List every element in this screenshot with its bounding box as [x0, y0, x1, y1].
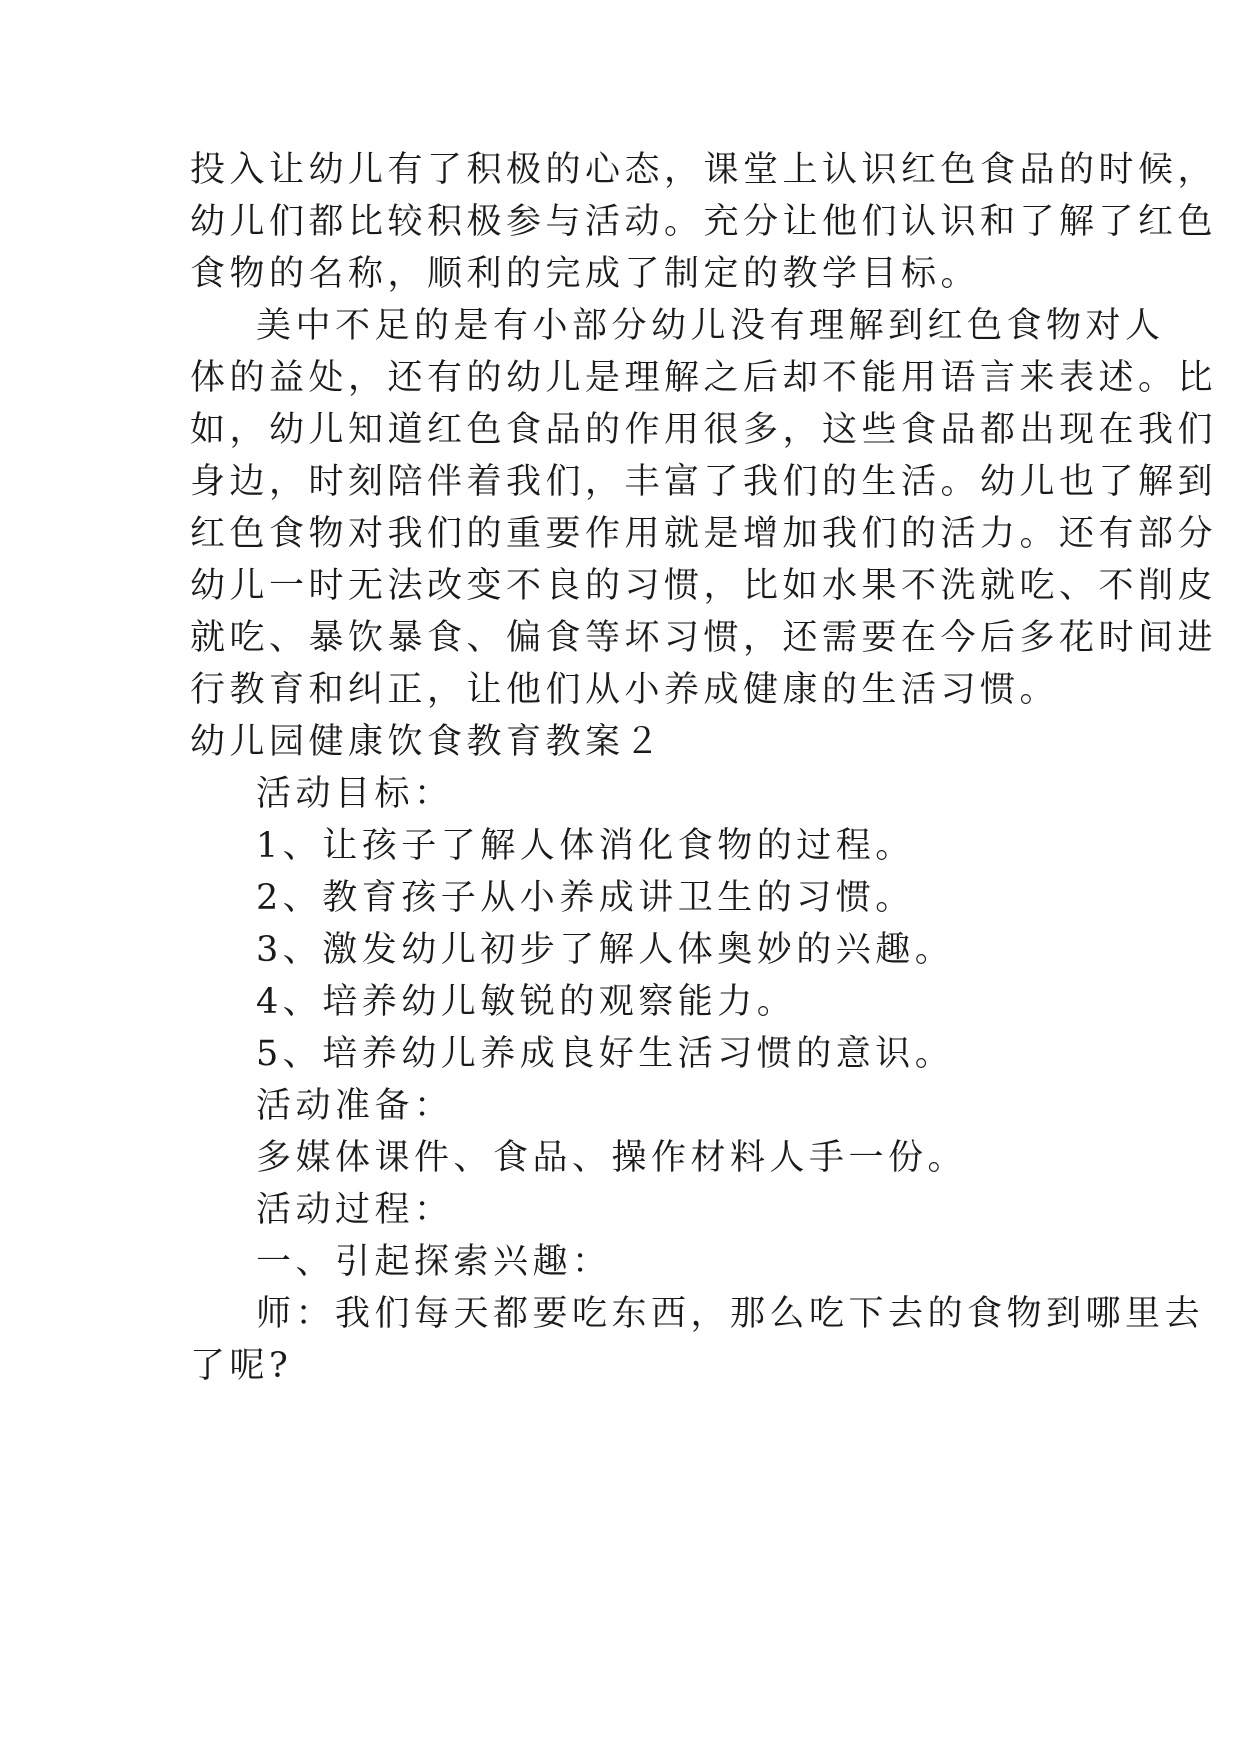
step-heading: 一、引起探索兴趣：	[256, 1242, 612, 1282]
paragraph-line: 身边，时刻陪伴着我们，丰富了我们的生活。幼儿也了解到	[190, 462, 1218, 502]
paragraph-line: 食物的名称，顺利的完成了制定的教学目标。	[190, 254, 981, 294]
goal-item: 5、培养幼儿养成良好生活习惯的意识。	[256, 1034, 955, 1074]
prep-heading: 活动准备：	[256, 1086, 454, 1126]
paragraph-line: 师：我们每天都要吃东西，那么吃下去的食物到哪里去	[256, 1294, 1205, 1334]
section-title: 幼儿园健康饮食教育教案２	[190, 722, 665, 762]
goal-item: 4、培养幼儿敏锐的观察能力。	[256, 982, 797, 1022]
prep-text: 多媒体课件、食品、操作材料人手一份。	[256, 1138, 968, 1178]
paragraph-line: 就吃、暴饮暴食、偏食等坏习惯，还需要在今后多花时间进	[190, 618, 1218, 658]
paragraph-line: 投入让幼儿有了积极的心态，课堂上认识红色食品的时候，	[190, 150, 1218, 190]
paragraph-line: 幼儿一时无法改变不良的习惯，比如水果不洗就吃、不削皮	[190, 566, 1218, 606]
goal-item: 3、激发幼儿初步了解人体奥妙的兴趣。	[256, 930, 955, 970]
goals-heading: 活动目标：	[256, 774, 454, 814]
paragraph-line: 红色食物对我们的重要作用就是增加我们的活力。还有部分	[190, 514, 1218, 554]
paragraph-line: 如，幼儿知道红色食品的作用很多，这些食品都出现在我们	[190, 410, 1218, 450]
paragraph-line: 行教育和纠正，让他们从小养成健康的生活习惯。	[190, 670, 1060, 710]
paragraph-line: 体的益处，还有的幼儿是理解之后却不能用语言来表述。比	[190, 358, 1218, 398]
paragraph-line: 美中不足的是有小部分幼儿没有理解到红色食物对人	[256, 306, 1165, 346]
process-heading: 活动过程：	[256, 1190, 454, 1230]
paragraph-line: 幼儿们都比较积极参与活动。充分让他们认识和了解了红色	[190, 202, 1218, 242]
paragraph-line: 了呢?	[190, 1346, 293, 1386]
goal-item: 1、让孩子了解人体消化食物的过程。	[256, 826, 915, 866]
goal-item: 2、教育孩子从小养成讲卫生的习惯。	[256, 878, 915, 918]
